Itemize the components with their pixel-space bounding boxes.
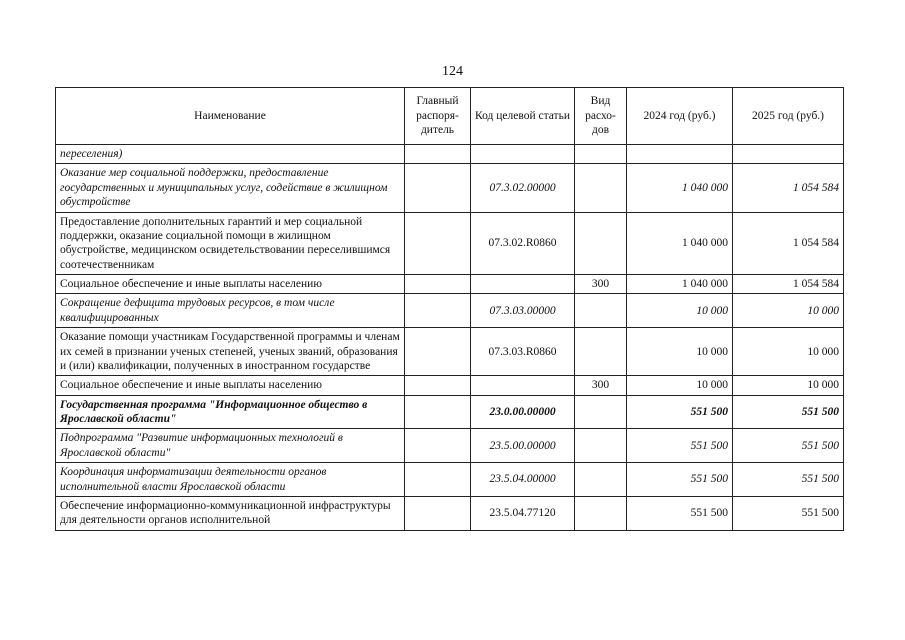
row-manager xyxy=(405,145,471,164)
row-manager xyxy=(405,164,471,212)
row-type xyxy=(575,212,627,275)
column-header-2024: 2024 год (руб.) xyxy=(627,88,733,145)
row-code: 07.3.02.00000 xyxy=(471,164,575,212)
row-type: 300 xyxy=(575,376,627,395)
row-2025: 1 054 584 xyxy=(733,212,844,275)
row-2025: 10 000 xyxy=(733,328,844,376)
row-type xyxy=(575,463,627,497)
row-manager xyxy=(405,376,471,395)
row-name: Координация информатизации деятельности органов исполнительной власти Ярославской области xyxy=(56,463,405,497)
row-2025: 10 000 xyxy=(733,376,844,395)
row-2024: 551 500 xyxy=(627,496,733,530)
row-name: переселения) xyxy=(56,145,405,164)
row-type xyxy=(575,294,627,328)
table-row xyxy=(56,376,844,395)
row-name: Обеспечение информационно-коммуникационной инфраструктуры для деятельности органов исполнительной xyxy=(56,496,405,530)
row-type xyxy=(575,328,627,376)
row-code xyxy=(471,376,575,395)
row-name: Социальное обеспечение и иные выплаты населению xyxy=(56,275,405,294)
row-type xyxy=(575,164,627,212)
row-2024: 1 040 000 xyxy=(627,275,733,294)
row-2025: 1 054 584 xyxy=(733,275,844,294)
row-code: 23.0.00.00000 xyxy=(471,395,575,429)
table-row xyxy=(56,496,844,530)
row-type xyxy=(575,145,627,164)
row-type xyxy=(575,395,627,429)
row-2025 xyxy=(733,145,844,164)
row-2024: 1 040 000 xyxy=(627,212,733,275)
column-header-2025: 2025 год (руб.) xyxy=(733,88,844,145)
row-code: 07.3.02.R0860 xyxy=(471,212,575,275)
row-manager xyxy=(405,294,471,328)
row-manager xyxy=(405,463,471,497)
row-2024: 10 000 xyxy=(627,328,733,376)
row-name: Оказание мер социальной поддержки, предоставление государственных и муниципальных услуг, содействие в жилищном обустройстве xyxy=(56,164,405,212)
row-2024: 551 500 xyxy=(627,429,733,463)
table-row xyxy=(56,429,844,463)
table-row xyxy=(56,328,844,376)
row-2025: 551 500 xyxy=(733,395,844,429)
table-row xyxy=(56,275,844,294)
row-type xyxy=(575,429,627,463)
row-2025: 10 000 xyxy=(733,294,844,328)
row-2025: 551 500 xyxy=(733,429,844,463)
row-manager xyxy=(405,429,471,463)
row-name: Государственная программа "Информационное общество в Ярославской области" xyxy=(56,395,405,429)
row-code: 23.5.04.00000 xyxy=(471,463,575,497)
row-type xyxy=(575,496,627,530)
row-code: 07.3.03.R0860 xyxy=(471,328,575,376)
row-code: 23.5.04.77120 xyxy=(471,496,575,530)
table-row xyxy=(56,164,844,212)
table-row xyxy=(56,395,844,429)
row-name: Подпрограмма "Развитие информационных технологий в Ярославской области" xyxy=(56,429,405,463)
column-header-type: Вид расхо-дов xyxy=(575,88,627,145)
row-2024: 10 000 xyxy=(627,376,733,395)
row-2024: 10 000 xyxy=(627,294,733,328)
table-header-row xyxy=(56,88,844,145)
row-2025: 551 500 xyxy=(733,496,844,530)
row-2024: 551 500 xyxy=(627,463,733,497)
row-name: Социальное обеспечение и иные выплаты населению xyxy=(56,376,405,395)
row-manager xyxy=(405,496,471,530)
row-code xyxy=(471,145,575,164)
page-number: 124 xyxy=(442,64,463,79)
budget-table xyxy=(55,87,844,531)
row-manager xyxy=(405,328,471,376)
row-2025: 1 054 584 xyxy=(733,164,844,212)
row-2024: 1 040 000 xyxy=(627,164,733,212)
row-2024: 551 500 xyxy=(627,395,733,429)
row-manager xyxy=(405,275,471,294)
row-code: 23.5.00.00000 xyxy=(471,429,575,463)
row-type: 300 xyxy=(575,275,627,294)
row-2024 xyxy=(627,145,733,164)
row-code: 07.3.03.00000 xyxy=(471,294,575,328)
column-header-code: Код целевой статьи xyxy=(471,88,575,145)
table-row xyxy=(56,212,844,275)
table-row xyxy=(56,463,844,497)
table-row xyxy=(56,294,844,328)
row-code xyxy=(471,275,575,294)
row-manager xyxy=(405,212,471,275)
row-manager xyxy=(405,395,471,429)
column-header-manager: Главный распоря-дитель xyxy=(405,88,471,145)
row-2025: 551 500 xyxy=(733,463,844,497)
row-name: Предоставление дополнительных гарантий и мер социальной поддержки, оказание социальной помощи в жилищном обустройстве, медицинском освидетельствовании переселившимся соотечественникам xyxy=(56,212,405,275)
table-row xyxy=(56,145,844,164)
row-name: Сокращение дефицита трудовых ресурсов, в том числе квалифицированных xyxy=(56,294,405,328)
row-name: Оказание помощи участникам Государственной программы и членам их семей в признании ученых степеней, ученых званий, образования и (или) квалификации, полученных в иностранном государстве xyxy=(56,328,405,376)
column-header-name: Наименование xyxy=(56,88,405,145)
